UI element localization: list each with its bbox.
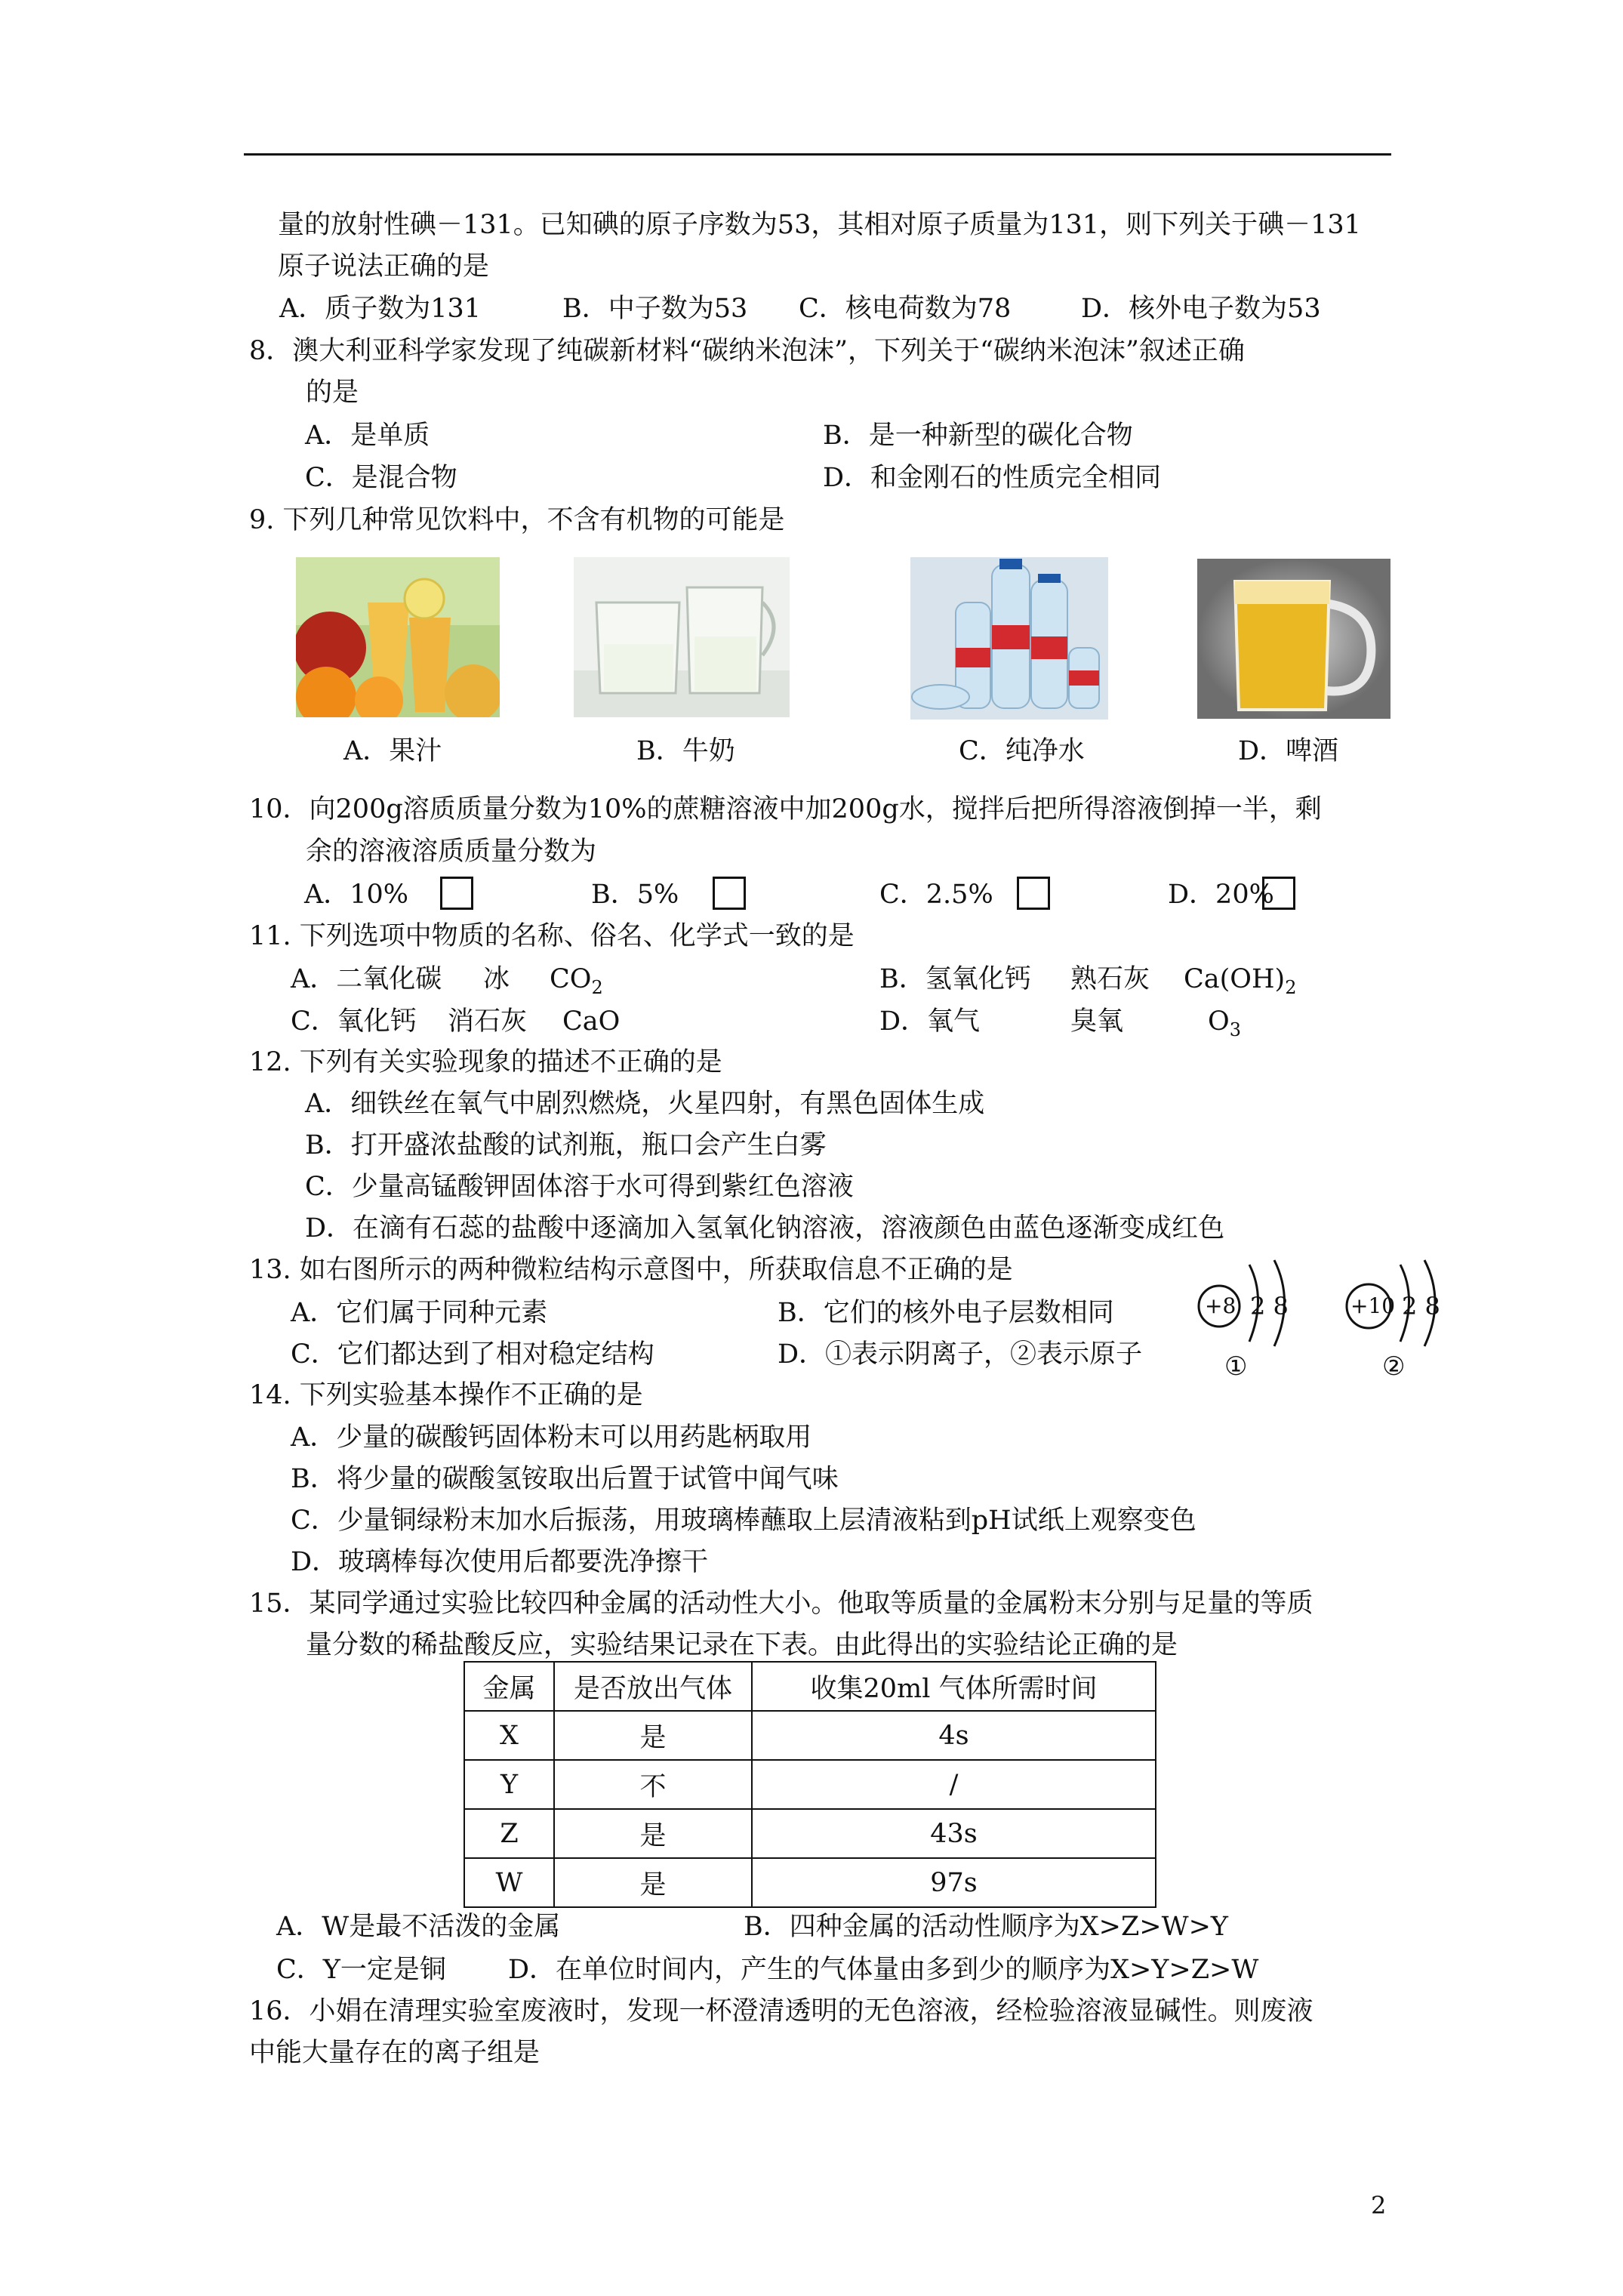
q15-option-b: B．四种金属的活动性顺序为X>Z>W>Y	[744, 1912, 1229, 1942]
q14-option-b: B．将少量的碳酸氢铵取出后置于试管中闻气味	[291, 1464, 839, 1494]
q12-option-a: A．细铁丝在氧气中剧烈燃烧，火星四射，有黑色固体生成	[305, 1089, 985, 1119]
answer-box-b[interactable]	[713, 877, 746, 910]
table-header: 收集20ml 气体所需时间	[752, 1662, 1156, 1711]
q14-option-a: A．少量的碳酸钙固体粉末可以用药匙柄取用	[291, 1422, 812, 1453]
table-header-row	[464, 1662, 1156, 1711]
q8-line2: 的是	[306, 378, 359, 408]
q15-line2: 量分数的稀盐酸反应，实验结果记录在下表。由此得出的实验结论正确的是	[306, 1630, 1178, 1660]
table-cell: Z	[464, 1809, 554, 1858]
table-cell: /	[752, 1760, 1156, 1809]
table-cell: 是	[554, 1711, 752, 1760]
table-cell: X	[464, 1711, 554, 1760]
table-cell: 是	[554, 1858, 752, 1907]
q9-stem: 9. 下列几种常见饮料中，不含有机物的可能是	[249, 505, 785, 535]
answer-box-a[interactable]	[440, 877, 473, 910]
q11-option-b-formula: $Ca(OH)_2$	[1184, 964, 1297, 998]
atom1-label: ①	[1224, 1351, 1248, 1382]
q7-option-d: D．核外电子数为53	[1081, 294, 1321, 324]
q11-option-c-formula: CaO	[562, 1006, 621, 1037]
q10-option-c: C．2.5%	[879, 880, 993, 910]
table-cell: 是	[554, 1809, 752, 1858]
q13-option-c: C．它们都达到了相对稳定结构	[291, 1339, 654, 1370]
table-cell: 不	[554, 1760, 752, 1809]
q7-option-b: B．中子数为53	[562, 294, 748, 324]
q15-line1: 15．某同学通过实验比较四种金属的活动性大小。他取等质量的金属粉末分别与足量的等质	[249, 1589, 1313, 1619]
table-header: 金属	[464, 1662, 554, 1711]
table-header: 是否放出气体	[554, 1662, 752, 1711]
q10-option-b: B．5%	[591, 880, 679, 910]
q11-option-b-name: B．氢氧化钙	[879, 964, 1031, 994]
q8-line1: 8．澳大利亚科学家发现了纯碳新材料“碳纳米泡沫”，下列关于“碳纳米泡沫”叙述正确	[249, 336, 1245, 366]
q15-option-a: A．W是最不活泼的金属	[276, 1912, 561, 1942]
table-row	[464, 1760, 1156, 1809]
answer-box-c[interactable]	[1017, 877, 1050, 910]
atom2-shells: 2 8	[1402, 1292, 1440, 1321]
table-cell: 4s	[752, 1711, 1156, 1760]
q8-option-d: D．和金刚石的性质完全相同	[823, 463, 1162, 493]
q11-option-a-formula: $CO_2$	[550, 964, 603, 998]
atom1-shells: 2 8	[1250, 1292, 1289, 1321]
q11-option-a-name: A．二氧化碳	[291, 964, 442, 994]
q16-line1: 16．小娟在清理实验室废液时，发现一杯澄清透明的无色溶液，经检验溶液显碱性。则废液	[249, 1996, 1313, 2026]
page-number: 2	[1371, 2191, 1387, 2220]
q10-option-d: D．20%	[1168, 880, 1274, 910]
q14-stem: 14. 下列实验基本操作不正确的是	[249, 1380, 643, 1410]
q7-line2: 原子说法正确的是	[278, 251, 490, 282]
q13-stem: 13. 如右图所示的两种微粒结构示意图中，所获取信息不正确的是	[249, 1255, 1013, 1285]
q9-option-a: A．果汁	[343, 736, 442, 766]
q12-option-c: C．少量高锰酸钾固体溶于水可得到紫红色溶液	[305, 1172, 854, 1202]
milk-image	[574, 557, 790, 717]
q11-option-d-common: 臭氧	[1070, 1006, 1124, 1037]
water-bottles-image	[910, 557, 1108, 720]
q7-option-c: C．核电荷数为78	[799, 294, 1012, 324]
table-cell: Y	[464, 1760, 554, 1809]
q9-option-d: D．啤酒	[1238, 736, 1339, 766]
q11-option-b-common: 熟石灰	[1070, 964, 1150, 994]
q11-option-c-name: C．氧化钙	[291, 1006, 417, 1037]
results-table	[463, 1661, 1156, 1908]
table-cell: W	[464, 1858, 554, 1907]
q8-option-c: C．是混合物	[305, 463, 457, 493]
beer-image	[1197, 559, 1390, 719]
q12-option-b: B．打开盛浓盐酸的试剂瓶，瓶口会产生白雾	[305, 1130, 827, 1160]
table-row	[464, 1858, 1156, 1907]
q7-line1: 量的放射性碘－131。已知碘的原子序数为53，其相对原子质量为131，则下列关于碘－131	[278, 210, 1361, 240]
juice-image	[296, 557, 500, 717]
q14-option-d: D．玻璃棒每次使用后都要洗净擦干	[291, 1547, 709, 1577]
q9-option-c: C．纯净水	[959, 736, 1085, 766]
q11-option-c-common: 消石灰	[448, 1006, 528, 1037]
q14-option-c: C．少量铜绿粉末加水后振荡，用玻璃棒蘸取上层清液粘到pH试纸上观察变色	[291, 1505, 1196, 1536]
atom2-label: ②	[1382, 1351, 1406, 1382]
q12-stem: 12. 下列有关实验现象的描述不正确的是	[249, 1047, 722, 1077]
q7-option-a: A．质子数为131	[279, 294, 482, 324]
q9-option-b: B．牛奶	[636, 736, 735, 766]
q10-option-a: A．10%	[304, 880, 409, 910]
table-cell: 97s	[752, 1858, 1156, 1907]
q15-option-c: C．Y一定是铜	[276, 1955, 446, 1985]
q11-option-d-formula: $O_3$	[1208, 1006, 1241, 1040]
atom-diagram-2	[1340, 1257, 1491, 1385]
atom-diagram-1	[1193, 1257, 1336, 1385]
q15-option-d: D．在单位时间内，产生的气体量由多到少的顺序为X>Y>Z>W	[508, 1955, 1259, 1985]
q16-line2: 中能大量存在的离子组是	[249, 2038, 540, 2068]
q13-option-d: D．①表示阴离子，②表示原子	[778, 1339, 1143, 1370]
q11-option-d-name: D．氧气	[879, 1006, 981, 1037]
q8-option-a: A．是单质	[305, 421, 430, 451]
q8-option-b: B．是一种新型的碳化合物	[823, 421, 1133, 451]
q10-line2: 余的溶液溶质质量分数为	[306, 837, 597, 867]
answer-box-d[interactable]	[1262, 877, 1295, 910]
q13-option-b: B．它们的核外电子层数相同	[778, 1298, 1114, 1328]
table-row	[464, 1809, 1156, 1858]
table-cell: 43s	[752, 1809, 1156, 1858]
atom2-nucleus: +10	[1350, 1293, 1396, 1318]
q12-option-d: D．在滴有石蕊的盐酸中逐滴加入氢氧化钠溶液，溶液颜色由蓝色逐渐变成红色	[305, 1213, 1225, 1244]
q11-option-a-common: 冰	[483, 964, 510, 994]
header-rule	[244, 153, 1391, 156]
atom1-nucleus: +8	[1205, 1293, 1236, 1318]
q13-option-a: A．它们属于同种元素	[291, 1298, 548, 1328]
q10-line1: 10．向200g溶质质量分数为10%的蔗糖溶液中加200g水，搅拌后把所得溶液倒掉一半，剩	[249, 794, 1322, 824]
q11-stem: 11. 下列选项中物质的名称、俗名、化学式一致的是	[249, 921, 855, 951]
table-row	[464, 1711, 1156, 1760]
